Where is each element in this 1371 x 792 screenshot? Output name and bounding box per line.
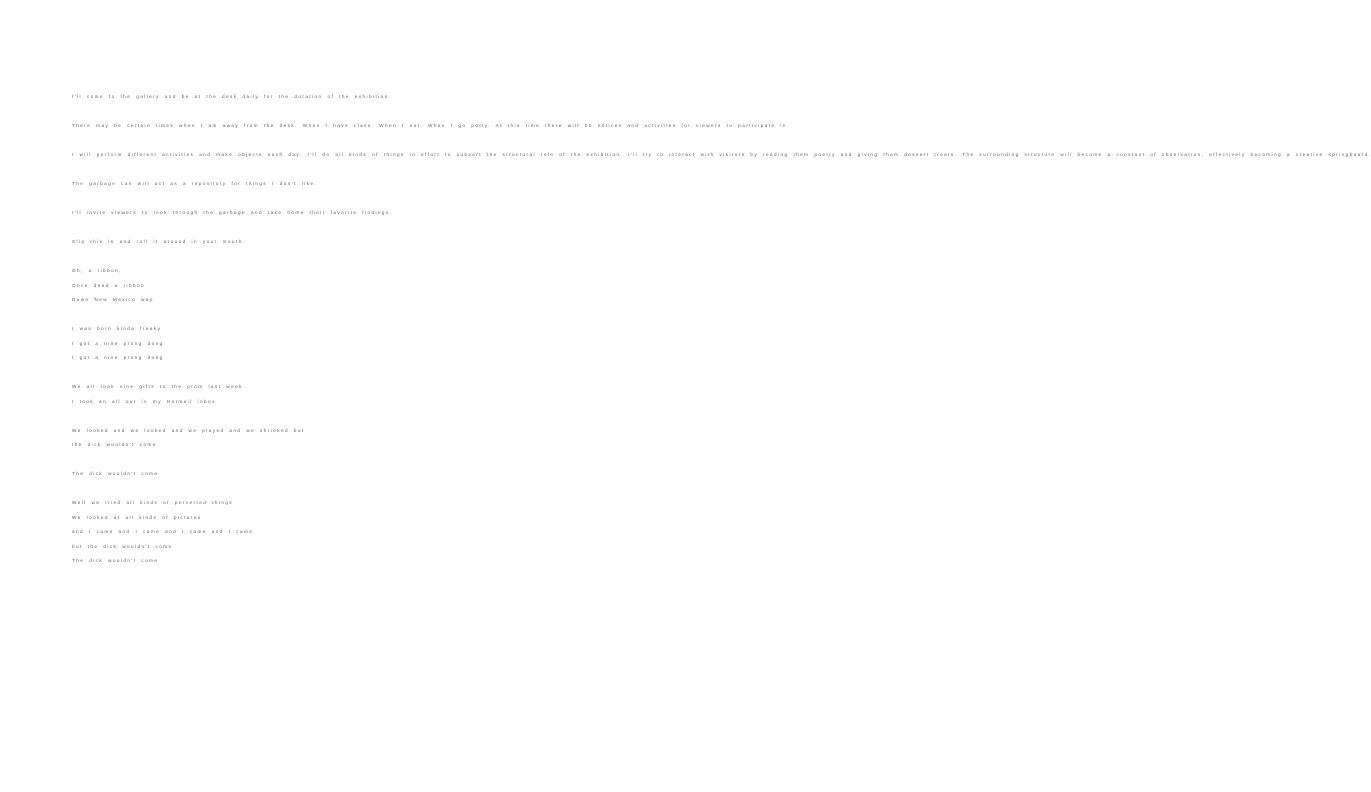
text-line: We all took nine gifts to the prom last week	[72, 384, 243, 389]
paragraph	[72, 467, 542, 482]
text-line: I was born kinda freaky	[72, 326, 162, 331]
text-line: I took an all out in my Hotmail inbox	[72, 398, 216, 404]
text-line: Slip this in and roll it around in your mouth.	[72, 239, 246, 244]
text-line: Once dead a ribbon	[72, 282, 146, 288]
text-line: I will perform different activities and make objects each day. I'll do all kinds of things in effort to subvert the structural role of the exhibition. I'll try to interact with visitors by reading them poetry and giving them dessert treats. The surrounding structure will become a constant of observation, effectively becoming a creative springboard.	[72, 152, 1371, 157]
text-line: I got a nine prong dong	[72, 355, 164, 360]
paragraph	[72, 380, 542, 409]
text-line: and I came and I came and I came and I came	[72, 529, 254, 534]
text-line: The dick wouldn't come	[72, 471, 159, 476]
text-line: the dick wouldn't come	[72, 442, 157, 447]
paragraph	[72, 177, 542, 192]
paragraph	[72, 148, 1371, 163]
text-line: We looked at all kinds of pictures	[72, 514, 202, 520]
text-line: I got a nine prong dong	[72, 340, 164, 346]
paragraph	[72, 424, 542, 453]
text-line: Oh, a ribbon,	[72, 268, 122, 273]
text-line: but the dick wouldn't come	[72, 543, 173, 549]
text-line: The garbage can will act as a repository for things I don't like.	[72, 181, 318, 186]
text-line: I'll invite viewers to look through the garbage and take home their favorite findings.	[72, 210, 393, 215]
text-line: There may be certain times when I am away from the desk. When I have class. When I eat. When I go potty. At this time there will be notices and activities for viewers to participate in.	[72, 123, 790, 128]
paragraph	[72, 322, 542, 366]
text-line: Well we tried all kinds of perverted things	[72, 500, 234, 505]
text-line: I'll come to the gallery and be at the desk daily for the duration of the exhibition.	[72, 94, 392, 99]
text-line: We looked and we looked and we played and we shrieked but	[72, 427, 305, 433]
paragraph	[72, 235, 542, 250]
paragraph	[72, 264, 542, 308]
paragraph	[72, 496, 542, 569]
paragraph	[72, 90, 542, 105]
document-body	[72, 90, 1371, 583]
text-line: Down New Mexico way.	[72, 297, 157, 302]
text-line: The dick wouldn't come	[72, 558, 159, 563]
paragraph	[72, 119, 790, 134]
paragraph	[72, 206, 542, 221]
